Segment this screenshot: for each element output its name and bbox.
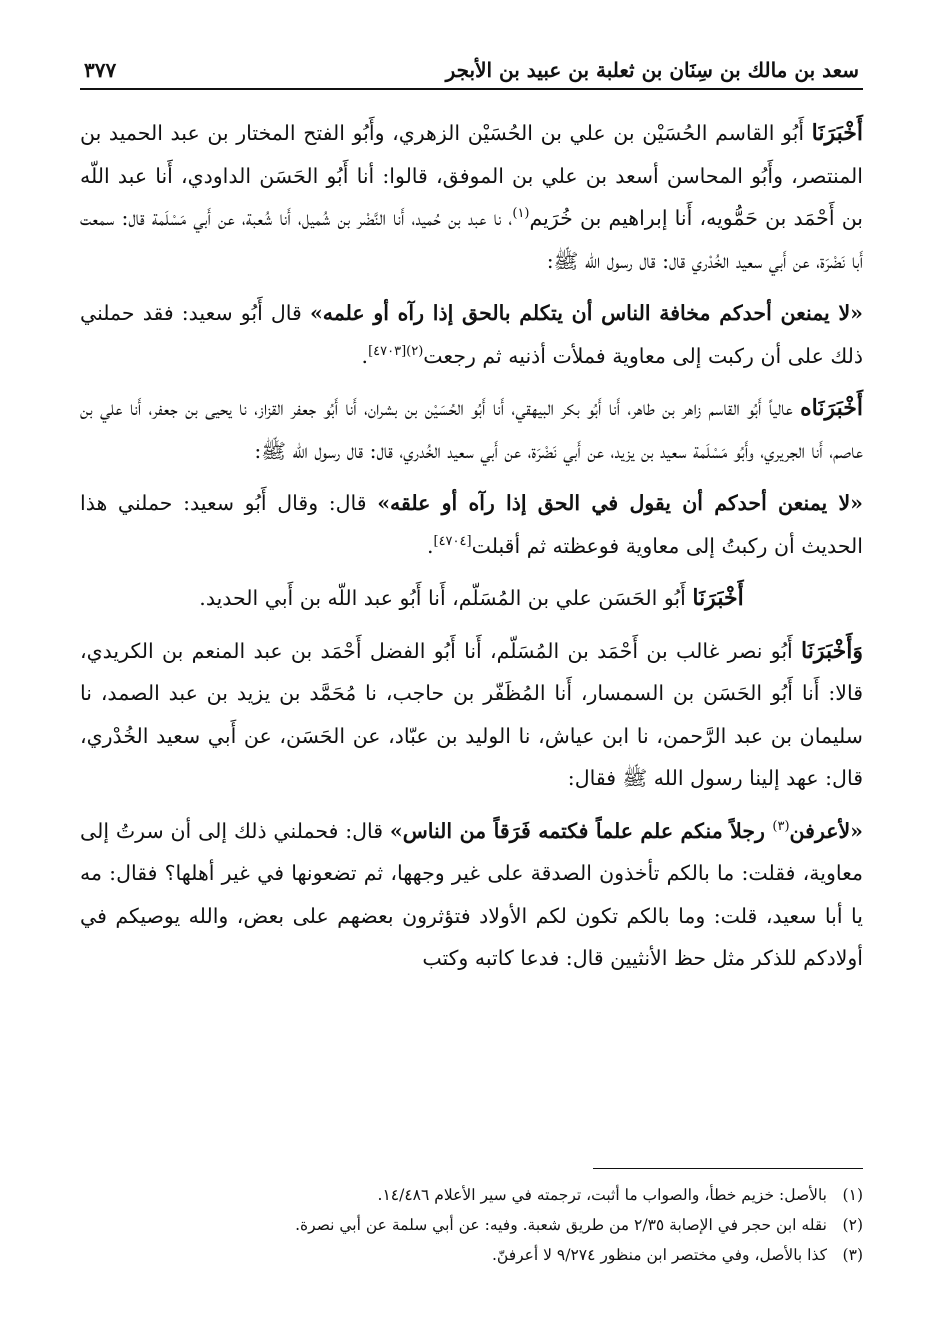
paragraph-opener: أَخْبَرَنَاه bbox=[800, 395, 863, 421]
footnote-ref: (٢)[٤٧٠٣] bbox=[368, 343, 424, 359]
paragraph-6 bbox=[80, 630, 863, 800]
footnote-number: (٢) bbox=[842, 1216, 863, 1234]
hadith-quote: «لا يمنعن أحدكم مخافة الناس أن يتكلم بالحق إذا رآه أو علمه» bbox=[309, 301, 863, 325]
paragraph-text: أَبُو نصر غالب بن أَحْمَد بن المُسَلّم، أَنا أَبُو الفضل أَحْمَد بن عبد المنعم بن الكريدي، قالا: أَنا أَبُو الحَسَن بن السمسار، أَنا المُظَفّر بن حاجب، نا مُحَمَّد بن يزيد بن عبد الصمد، نا سليمان بن عبد الرَّحمن، نا ابن عياش، نا الوليد بن عبّاد، عن الحَسَن، عن أَبي سعيد الخُدْري، قال: عهد إلينا رسول الله ﷺ فقال: bbox=[80, 638, 863, 790]
paragraph-7 bbox=[80, 810, 863, 980]
paragraph-text: أَبُو القاسم الحُسَيْن بن علي بن الحُسَيْن الزهري، وأَبُو الفتح المختار بن عبد الحميد بن المنتصر، وأَبُو المحاسن أسعد بن علي بن الموفق، قالوا: أنا أَبُو الحَسَن الداودي، أَنا عبد اللّه بن أَحْمَد بن حَمُّويه، أَنا إبراهيم بن خُرَيم bbox=[80, 121, 864, 230]
paragraph-2 bbox=[80, 292, 863, 377]
footnote-number: (١) bbox=[842, 1186, 863, 1204]
paragraph-text: عالياً أَبُو القاسم زاهر بن طاهر، أَنا أَبُو بكر البيهقي، أَنا أَبُو الحُسَيْن بن بشران، أَنا أَبُو جعفر القزاز، نا يحيى بن جعفر، أَنا علي بن عاصم، أَنا الجريري، وأَبُو مَسْلَمة سعيد بن يزيد، عن أَبي نَضْرَة، عن أَبي سعيد الخُدري، قال: قال رسول الله ﷺ: bbox=[80, 396, 863, 463]
paragraph-text: قال: فحملني ذلك إلى أن سرتُ إلى معاوية، فقلت: ما بالكم تأخذون الصدقة على غير وجهها، ثم تضعونها في غير أهلها؟ فقال: مه يا أبا سعيد، قلت: وما بالكم تكون لكم الأولاد فتؤثرون بعضهم على بعض، والله يوصيكم في أولادكم للذكر مثل حظ الأنثيين قال: فدعا كاتبه وكتب bbox=[80, 818, 863, 970]
paragraph-opener: وَأَخْبَرَنَا bbox=[801, 637, 863, 664]
paragraph-text: قال أَبُو سعيد: فقد حملني ذلك على أن ركبت إلى معاوية فملأت أذنيه ثم رجعت bbox=[80, 301, 863, 368]
footnote-divider bbox=[593, 1168, 863, 1169]
footnote-number: (٣) bbox=[842, 1246, 863, 1264]
running-header bbox=[80, 58, 863, 90]
paragraph-tail: ، نا عبد بن حُميد، أَنا النَّضْر بن شُميل، أَنا شُعبة، عن أَبي مَسْلَمة قال: سمعت أَبا نَضْرَة، عن أَبي سعيد الخُدْري قال: قال رسول الله ﷺ: bbox=[80, 206, 863, 273]
hadith-quote-cont: رجلاً منكم علم علماً فكتمه فَرَقاً من الناس» bbox=[389, 818, 773, 843]
footnote-item bbox=[80, 1210, 863, 1240]
hadith-quote: «لا يمنعن أحدكم أن يقول في الحق إذا رآه أو علقه» bbox=[377, 491, 863, 515]
footnote-ref: (١) bbox=[512, 206, 530, 222]
footnote-text: كذا بالأصل، وفي مختصر ابن منظور ٩/٢٧٤ لا أعرفنّ. bbox=[491, 1246, 827, 1264]
main-text bbox=[80, 112, 863, 980]
footnote-text: نقله ابن حجر في الإصابة ٢/٣٥ من طريق شعبة. وفيه: عن أبي سلمة عن أبي نصرة. bbox=[295, 1216, 827, 1234]
paragraph-5 bbox=[80, 577, 863, 620]
footnote-ref: (٣) bbox=[772, 818, 790, 834]
footnote-item bbox=[80, 1240, 863, 1270]
footnotes bbox=[80, 1180, 863, 1270]
footnote-text: بالأصل: خزيم خطأ، والصواب ما أثبت، ترجمته في سير الأعلام ١٤/٤٨٦. bbox=[377, 1186, 827, 1204]
paragraph-opener: أَخْبَرَنَا bbox=[811, 120, 863, 146]
paragraph-4 bbox=[80, 482, 863, 567]
paragraph-text: قال: وقال أَبُو سعيد: حملني هذا الحديث أن ركبتُ إلى معاوية فوعظته ثم أقبلت bbox=[80, 491, 863, 558]
page-number: ٣٧٧ bbox=[84, 58, 117, 82]
paragraph-text: أَبُو الحَسَن علي بن المُسَلّم، أَنا أَبُو عبد اللّه بن أَبي الحديد. bbox=[199, 586, 693, 610]
paragraph-3 bbox=[80, 387, 863, 472]
paragraph-1 bbox=[80, 112, 863, 282]
hadith-quote: «لأعرفن bbox=[789, 818, 863, 843]
paragraph-opener: أَخْبَرَنَا bbox=[692, 585, 744, 611]
footnote-ref: [٤٧٠٤] bbox=[433, 533, 472, 549]
paragraph-tail: . bbox=[361, 343, 369, 368]
paragraph-tail: . bbox=[426, 533, 434, 558]
footnote-item bbox=[80, 1180, 863, 1210]
running-title: سعد بن مالك بن سِنَان بن ثعلبة بن عبيد بن الأبجر bbox=[445, 58, 859, 82]
